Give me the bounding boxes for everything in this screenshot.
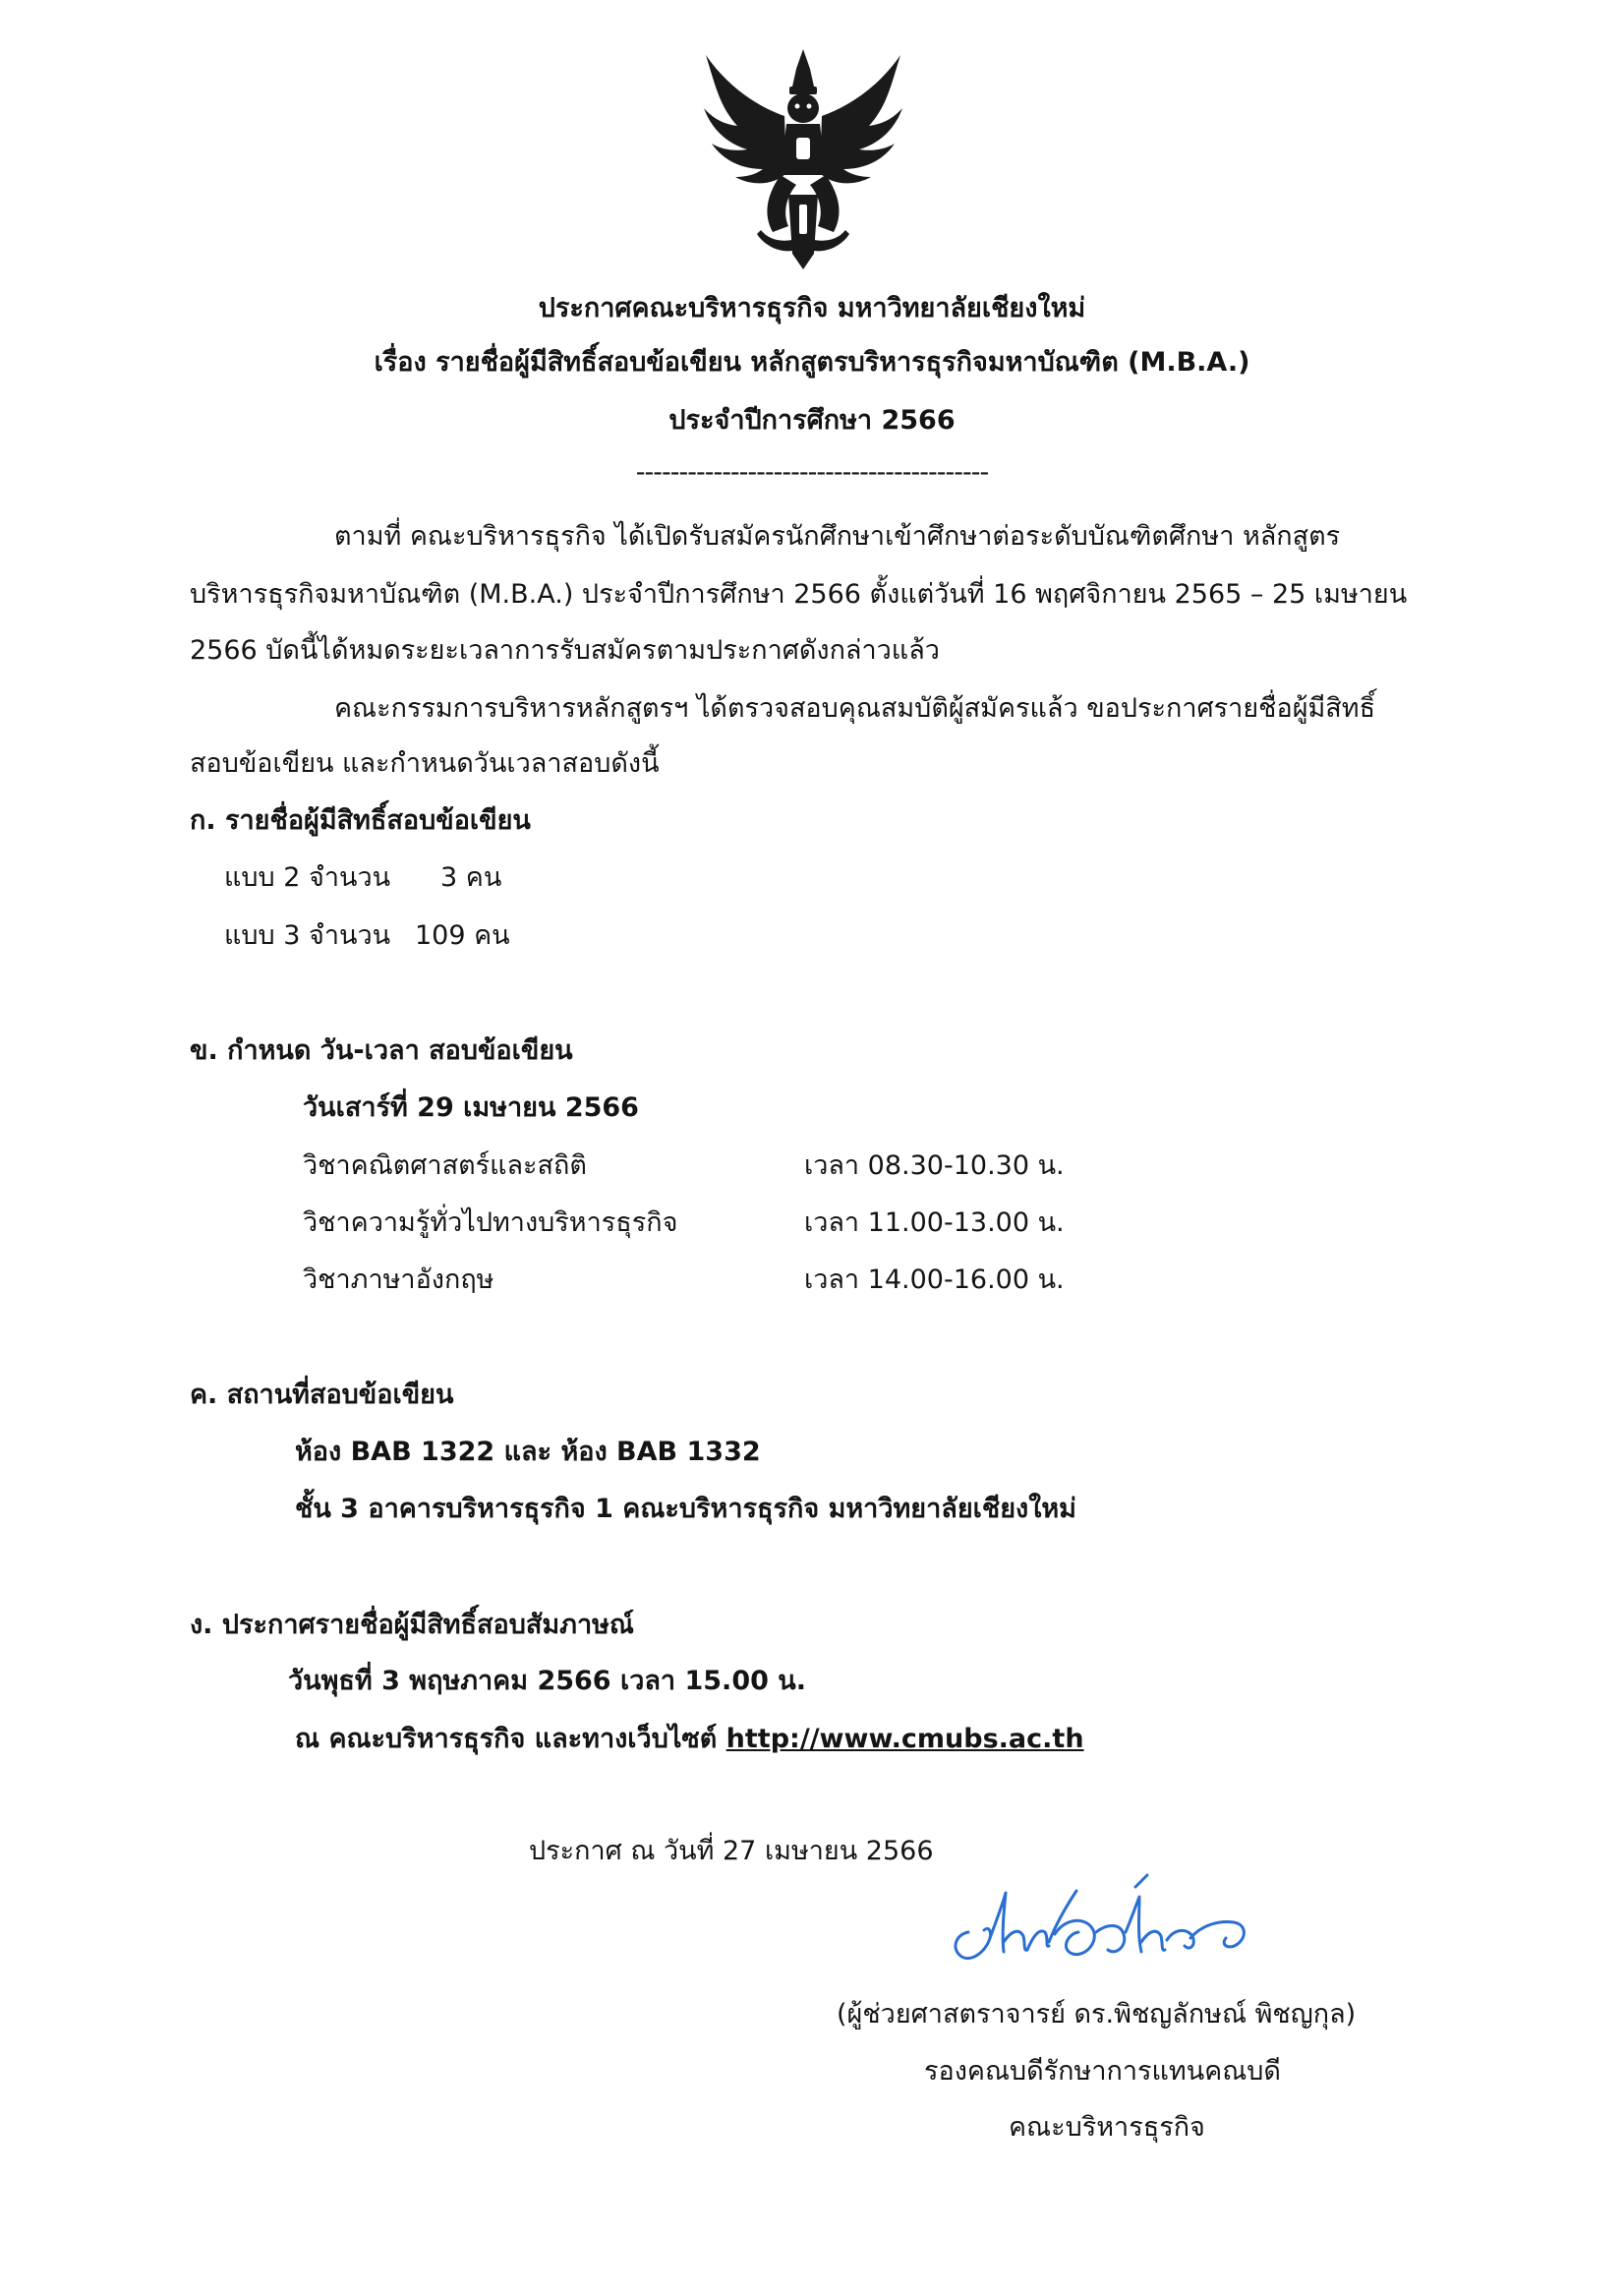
paragraph-1-line-1: ตามที่ คณะบริหารธุรกิจ ได้เปิดรับสมัครนักศึกษาเข้าศึกษาต่อระดับบัณฑิตศึกษา หลักสูตร [334, 521, 1341, 552]
title-line-1: ประกาศคณะบริหารธุรกิจ มหาวิทยาลัยเชียงใหม่ [538, 293, 1086, 324]
interview-announcement-location [295, 1721, 1084, 1758]
section-b-heading: ข. กำหนด วัน-เวลา สอบข้อเขียน [190, 1035, 573, 1066]
section-c-heading: ค. สถานที่สอบข้อเขียน [190, 1380, 454, 1410]
paragraph-1-line-3: 2566 บัดนี้ได้หมดระยะเวลาการรับสมัครตามประกาศดังกล่าวแล้ว [190, 635, 940, 666]
signer-name: (ผู้ช่วยศาสตราจารย์ ดร.พิชญลักษณ์ พิชญกุล) [837, 1999, 1357, 2029]
subject-english-time: เวลา 14.00-16.00 น. [804, 1265, 1065, 1295]
section-a-heading: ก. รายชื่อผู้มีสิทธิ์สอบข้อเขียน [190, 805, 531, 836]
exam-building: ชั้น 3 อาคารบริหารธุรกิจ 1 คณะบริหารธุรกิจ มหาวิทยาลัยเชียงใหม่ [295, 1494, 1076, 1524]
location-text: ณ คณะบริหารธุรกิจ และทางเว็บไซต์ [295, 1724, 726, 1754]
title-divider: ----------------------------------------- [635, 457, 989, 488]
subject-english: วิชาภาษาอังกฤษ [303, 1265, 494, 1295]
exam-rooms: ห้อง BAB 1322 และ ห้อง BAB 1332 [295, 1437, 761, 1467]
paragraph-2-line-1: คณะกรรมการบริหารหลักสูตรฯ ได้ตรวจสอบคุณสมบัติผู้สมัครแล้ว ขอประกาศรายชื่อผู้มีสิทธิ์ [334, 693, 1376, 724]
subject-business-knowledge: วิชาความรู้ทั่วไปทางบริหารธุรกิจ [303, 1207, 678, 1238]
signer-title: รองคณบดีรักษาการแทนคณบดี [924, 2056, 1281, 2087]
section-a-count-3: 109 คน [415, 920, 510, 951]
handwritten-signature [939, 1873, 1293, 1981]
exam-date: วันเสาร์ที่ 29 เมษายน 2566 [303, 1092, 639, 1123]
garuda-emblem-icon [698, 47, 909, 273]
title-line-3: ประจำปีการศึกษา 2566 [668, 405, 956, 436]
paragraph-2-line-2: สอบข้อเขียน และกำหนดวันเวลาสอบดังนี้ [190, 748, 660, 779]
interview-announcement-date: วันพุธที่ 3 พฤษภาคม 2566 เวลา 15.00 น. [288, 1666, 807, 1696]
section-a-plan-3: แบบ 3 จำนวน [224, 920, 391, 951]
announcement-date: ประกาศ ณ วันที่ 27 เมษายน 2566 [529, 1836, 934, 1866]
website-link[interactable]: http://www.cmubs.ac.th [725, 1724, 1084, 1754]
section-a-count-2: 3 คน [440, 862, 502, 893]
paragraph-1-line-2: บริหารธุรกิจมหาบัณฑิต (M.B.A.) ประจำปีการศึกษา 2566 ตั้งแต่วันที่ 16 พฤศจิกายน 2565 – 25 เมษายน [190, 579, 1408, 610]
title-line-2: เรื่อง รายชื่อผู้มีสิทธิ์สอบข้อเขียน หลักสูตรบริหารธุรกิจมหาบัณฑิต (M.B.A.) [374, 347, 1250, 378]
subject-math-stats: วิชาคณิตศาสตร์และสถิติ [303, 1150, 587, 1181]
section-d-heading: ง. ประกาศรายชื่อผู้มีสิทธิ์สอบสัมภาษณ์ [190, 1610, 634, 1640]
subject-business-knowledge-time: เวลา 11.00-13.00 น. [804, 1207, 1065, 1238]
section-a-plan-2: แบบ 2 จำนวน [224, 862, 391, 893]
subject-math-stats-time: เวลา 08.30-10.30 น. [804, 1150, 1065, 1181]
signer-organization: คณะบริหารธุรกิจ [1009, 2112, 1205, 2143]
